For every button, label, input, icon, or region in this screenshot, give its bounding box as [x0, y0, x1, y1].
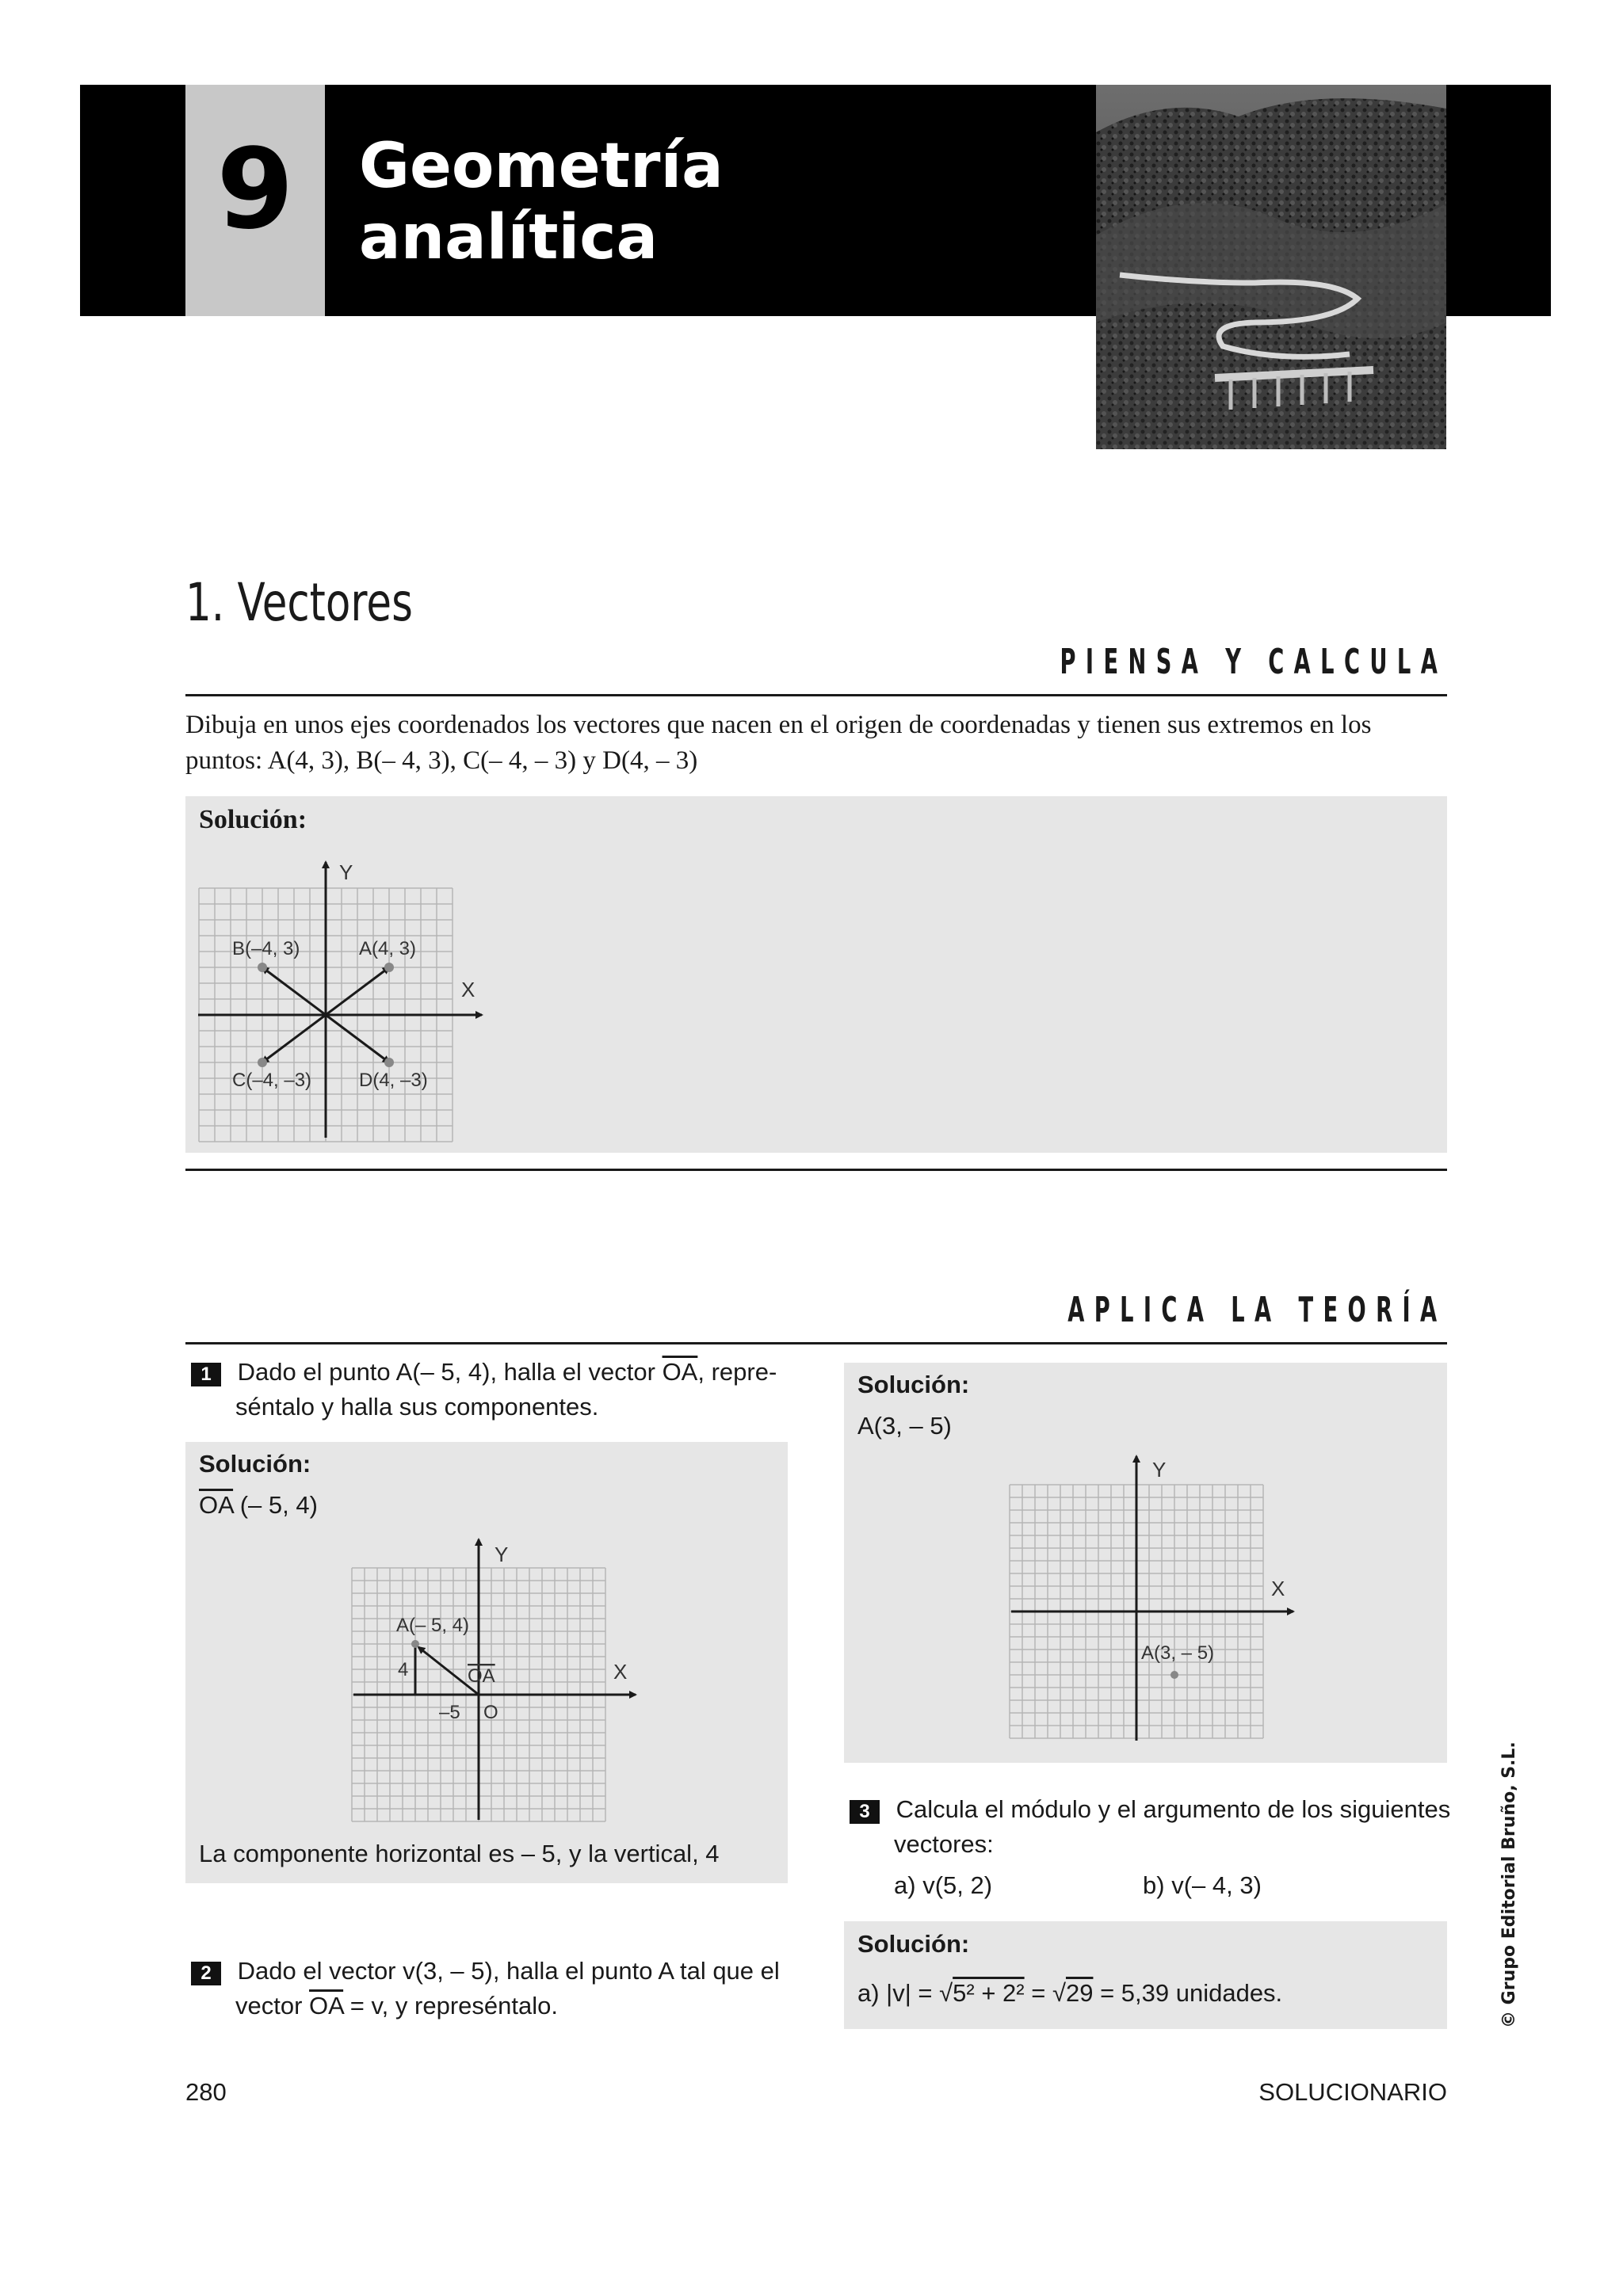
sqrt-icon: √	[1052, 1979, 1066, 2007]
copyright: © Grupo Editorial Bruño, S.L.	[1499, 1741, 1519, 2028]
ex2-vec: $\overline{OA}$	[309, 1992, 344, 2019]
ex1-number: 1	[191, 1363, 221, 1386]
ex3-solution-label: Solución:	[857, 1930, 970, 1958]
ex1-text-a: Dado el punto A(– 5, 4), halla el vector	[237, 1358, 663, 1386]
ex3-part-a-label: a)	[894, 1871, 923, 1899]
ex3-sol-a-eq: =	[1024, 1979, 1052, 2007]
piensa-y-label: Y	[339, 860, 353, 884]
ex2-graph	[1006, 1451, 1300, 1745]
chapter-title	[359, 131, 724, 273]
ex3-number: 3	[850, 1800, 880, 1824]
ex1-origin-label: O	[483, 1702, 498, 1723]
piensa-point-label-2: C(–4, –3)	[232, 1070, 312, 1091]
chapter-title-line1: Geometría	[359, 131, 724, 202]
ex3-part-b-value: (– 4, 3)	[1183, 1871, 1262, 1899]
ex2-point	[1170, 1671, 1178, 1679]
ex3-sol-a-result: = 5,39 unidades.	[1093, 1979, 1283, 2007]
ex3-solution-a	[857, 1979, 1282, 2008]
ex1-statement	[191, 1355, 793, 1425]
piensa-solution-label: Solución:	[199, 805, 307, 834]
ex1-point	[411, 1640, 419, 1648]
ex1-conclusion: La componente horizontal es – 5, y la vertical, 4	[199, 1840, 720, 1867]
ex1-graph	[349, 1535, 642, 1828]
ex2-x-label: X	[1271, 1577, 1285, 1600]
aplica-header: APLICA LA TEORÍA	[1067, 1290, 1447, 1330]
ex1-tick-y: 4	[398, 1659, 409, 1680]
ex1-y-label: Y	[495, 1543, 509, 1566]
ex1-vec: $\overline{OA}$	[662, 1358, 698, 1386]
ex3-statement	[850, 1792, 1468, 1862]
ex2-v: v	[403, 1957, 415, 1985]
ex2-answer: A(3, – 5)	[857, 1412, 952, 1440]
page-number: 280	[185, 2078, 227, 2106]
ex2-text-a: Dado el vector	[237, 1957, 403, 1985]
ex3-part-a	[894, 1868, 992, 1903]
ex1-vec-label: $\overline{OA}$	[199, 1491, 234, 1519]
chapter-photo	[1096, 85, 1446, 449]
ex1-point-label: A(– 5, 4)	[396, 1615, 470, 1636]
ex2-text-e: , y represéntalo.	[381, 1992, 558, 2019]
aplica-rule	[185, 1342, 1447, 1344]
ex1-vec-graph-label: OA	[468, 1665, 495, 1687]
ex2-y-label: Y	[1152, 1458, 1167, 1482]
ex1-vector-value	[199, 1491, 318, 1520]
piensa-point-3	[384, 1058, 394, 1067]
ex3-text-b: vectores:	[894, 1830, 994, 1858]
ex2-number: 2	[191, 1962, 221, 1985]
ex2-text-c: vector	[235, 1992, 310, 2019]
ex3-part-b-v: v	[1171, 1871, 1184, 1899]
ex3-part-a-value: (5, 2)	[934, 1871, 993, 1899]
ex2-point-label: A(3, – 5)	[1141, 1642, 1215, 1664]
piensa-x-label: X	[461, 978, 475, 1001]
piensa-point-2	[258, 1058, 267, 1067]
piensa-problem: Dibuja en unos ejes coordenados los vectores que nacen en el origen de coordenadas y tienen sus extremos en los puntos: A(4, 3), B(– 4, 3), C(– 4, – 3) y D(4, – 3)	[185, 711, 1372, 775]
ex3-part-b	[1143, 1868, 1262, 1903]
piensa-rule-bottom	[185, 1169, 1447, 1171]
piensa-header: PIENSA Y CALCULA	[1060, 642, 1447, 682]
ex1-text-b: , repre-	[697, 1358, 777, 1386]
ex3-sol-a-mid: | =	[904, 1979, 940, 2007]
ex1-vec-value: (– 5, 4)	[239, 1491, 318, 1519]
ex2-text-d: =	[343, 1992, 372, 2019]
piensa-rule-top	[185, 694, 1447, 696]
chapter-number: 9	[216, 125, 294, 254]
ex3-text-a: Calcula el módulo y el argumento de los siguientes	[896, 1795, 1451, 1823]
ex3-sol-a-expr2: 29	[1065, 1979, 1094, 2007]
ex1-x-label: X	[613, 1660, 628, 1684]
ex1-solution-label: Solución:	[199, 1450, 311, 1478]
ex2-solution-label: Solución:	[857, 1371, 970, 1398]
ex3-part-a-v: v	[922, 1871, 935, 1899]
ex3-sol-a-prefix: a) |	[857, 1979, 893, 2007]
ex2-statement	[191, 1954, 793, 2023]
piensa-graph	[198, 857, 491, 1142]
ex2-v2: v	[371, 1992, 382, 2019]
ex2-text-b: (3, – 5), halla el punto A tal que el	[414, 1957, 780, 1985]
sqrt-icon: √	[939, 1979, 953, 2007]
chapter-title-line2: analítica	[359, 202, 659, 273]
piensa-point-0	[384, 963, 394, 972]
ex3-sol-a-expr: 5² + 2²	[953, 1979, 1025, 2007]
footer-label: SOLUCIONARIO	[1258, 2078, 1447, 2106]
section-title: 1. Vectores	[185, 572, 413, 633]
ex3-sol-a-v: v	[892, 1979, 905, 2007]
piensa-point-label-1: B(–4, 3)	[232, 938, 300, 959]
ex3-part-b-label: b)	[1143, 1871, 1172, 1899]
ex1-text-c: séntalo y halla sus componentes.	[235, 1393, 599, 1421]
piensa-point-label-3: D(4, –3)	[359, 1070, 428, 1091]
piensa-point-1	[258, 963, 267, 972]
ex1-tick-x: –5	[439, 1702, 460, 1723]
piensa-point-label-0: A(4, 3)	[359, 938, 417, 959]
